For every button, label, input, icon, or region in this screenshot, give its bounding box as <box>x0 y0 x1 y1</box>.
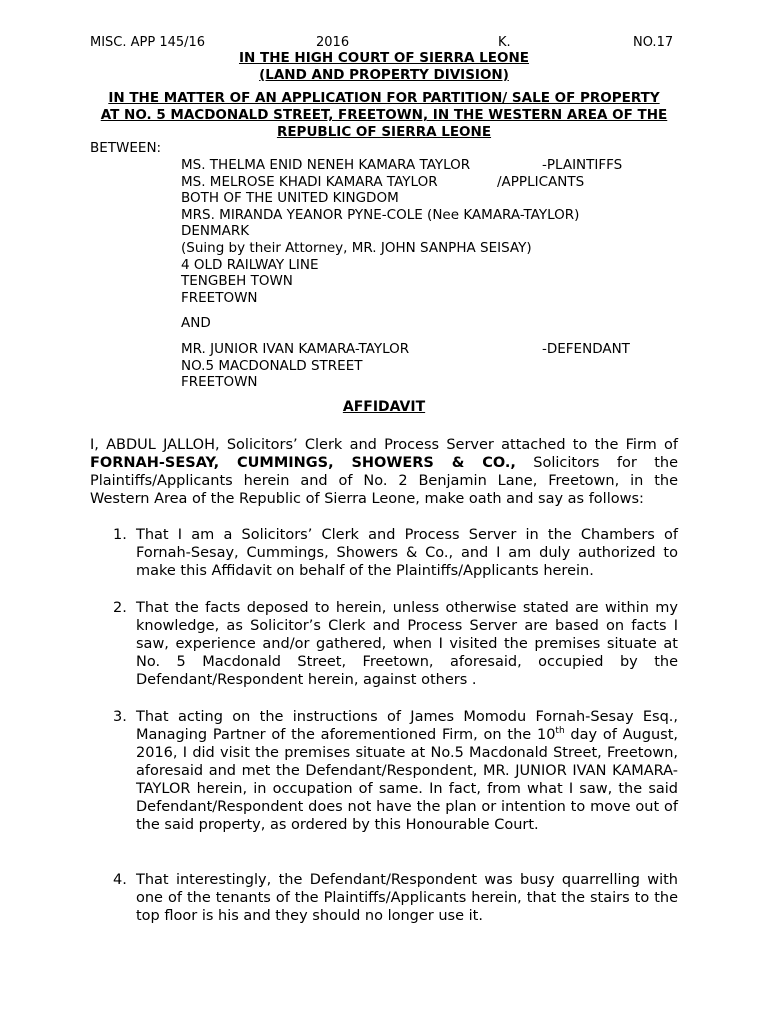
case-letter: K. <box>498 35 511 50</box>
matter-line-1: IN THE MATTER OF AN APPLICATION FOR PARTITION/ SALE OF PROPERTY <box>108 90 660 106</box>
defendant-block <box>181 341 409 391</box>
paragraph-number: 2. <box>113 600 127 616</box>
between-label: BETWEEN: <box>90 140 162 156</box>
case-number: MISC. APP 145/16 <box>90 35 206 50</box>
case-year: 2016 <box>316 35 350 50</box>
defendant-line: MR. JUNIOR IVAN KAMARA-TAYLOR <box>181 341 410 357</box>
case-page-number: NO.17 <box>633 35 674 50</box>
plaintiff-role: -PLAINTIFFS <box>542 157 623 173</box>
paragraph-text: That the facts deposed to herein, unless otherwise stated are within my knowledge, as Solicitor’s Clerk and Process Server are based on facts I saw, experience and/or gathered, when I visited the premises situate at No. 5 Macdonald Street, Freetown, aforesaid, occupied by the Defendant/Respondent herein, against others . <box>136 600 678 688</box>
plaintiff-line: FREETOWN <box>181 289 258 306</box>
ordinal-suffix: th <box>555 726 565 737</box>
intro-paragraph <box>90 436 678 508</box>
paragraph-text: That I am a Solicitors’ Clerk and Process Server in the Chambers of Fornah-Sesay, Cummings, Showers & Co., and I am duly authorized to make this Affidavit on behalf of the Plaintiffs/Applicants herein. <box>136 527 678 579</box>
intro-text-continued: Solicitors for the Plaintiffs/Applicants herein and of No. 2 Benjamin Lane, Freetown, in the Western Area of the Republic of Sierra Leone, make oath and say as follows: <box>90 455 678 507</box>
paragraph-text <box>136 708 678 834</box>
affidavit-title: AFFIDAVIT <box>342 399 426 415</box>
matter-line-3: REPUBLIC OF SIERRA LEONE <box>276 124 492 140</box>
and-label: AND <box>181 315 211 331</box>
plaintiff-line: TENGBEH TOWN <box>181 273 293 290</box>
paragraph-number: 3. <box>113 709 127 725</box>
paragraph-number: 1. <box>113 527 127 543</box>
court-division: (LAND AND PROPERTY DIVISION) <box>259 67 509 83</box>
intro-text: I, ABDUL JALLOH, Solicitors’ Clerk and Process Server attached to the Firm of <box>90 437 678 453</box>
paragraph-number: 4. <box>113 872 127 888</box>
matter-line-2: AT NO. 5 MACDONALD STREET, FREETOWN, IN THE WESTERN AREA OF THE <box>100 107 668 123</box>
paragraph-text: That interestingly, the Defendant/Respondent was busy quarrelling with one of the tenants of the Plaintiffs/Applicants herein, that the stairs to the top floor is his and they should no longer use it. <box>136 872 678 924</box>
plaintiff-line: DENMARK <box>181 223 250 240</box>
plaintiff-line: MS. THELMA ENID NENEH KAMARA TAYLOR <box>181 157 471 173</box>
court-title: IN THE HIGH COURT OF SIERRA LEONE <box>238 50 530 66</box>
firm-name: FORNAH-SESAY, CUMMINGS, SHOWERS & CO., <box>90 455 516 471</box>
plaintiff-line: 4 OLD RAILWAY LINE <box>181 256 319 273</box>
paragraph-text-part: day of August, 2016, I did visit the premises situate at No.5 Macdonald Street, Freetown, aforesaid and met the Defendant/Respondent, MR. JUNIOR IVAN KAMARA-TAYLOR herein, in occupation of same. In fact, from what I saw, the said Defendant/Respondent does not have the plan or intention to move out of the said property, as ordered by this Honourable Court. <box>136 727 678 833</box>
defendant-role: -DEFENDANT <box>542 341 630 357</box>
paragraph-text-part: That acting on the instructions of James Momodu Fornah-Sesay Esq., Managing Partner of the aforementioned Firm, on the 10 <box>136 709 678 743</box>
plaintiff-line: MRS. MIRANDA YEANOR PYNE-COLE (Nee KAMARA-TAYLOR) <box>181 206 580 223</box>
plaintiff-line: (Suing by their Attorney, MR. JOHN SANPHA SEISAY) <box>181 239 532 256</box>
plaintiff-line: MS. MELROSE KHADI KAMARA TAYLOR <box>181 173 438 190</box>
defendant-line: NO.5 MACDONALD STREET <box>181 357 363 374</box>
applicant-role: /APPLICANTS <box>497 174 585 190</box>
plaintiff-line: BOTH OF THE UNITED KINGDOM <box>181 190 399 207</box>
defendant-line: FREETOWN <box>181 374 258 391</box>
